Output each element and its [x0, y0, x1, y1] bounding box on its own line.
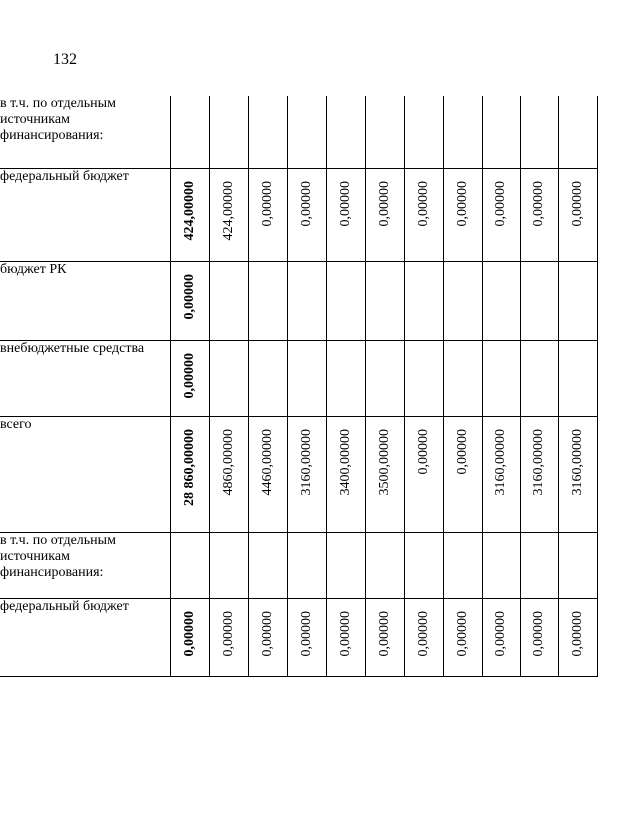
table-body: [0, 96, 597, 676]
year-value-cell: [482, 532, 520, 598]
year-value-cell: [558, 168, 597, 261]
year-value-cell: [482, 96, 520, 168]
year-value-cell: [558, 532, 597, 598]
year-value-cell: [209, 96, 248, 168]
cell-value: 4860,00000: [220, 428, 236, 495]
cell-value: 0,00000: [337, 610, 353, 656]
cell-value: 424,00000: [220, 180, 236, 240]
year-value-cell: [209, 340, 248, 416]
cell-value: 0,00000: [298, 610, 314, 656]
page-number: 132: [53, 51, 77, 68]
year-value-cell: [482, 261, 520, 340]
cell-value: 4460,00000: [259, 428, 275, 495]
year-value-cell: [558, 340, 597, 416]
year-value-cell: [482, 168, 520, 261]
cell-value: 0,00000: [493, 180, 508, 226]
year-value-cell: [248, 96, 287, 168]
cell-value: 3160,00000: [531, 428, 546, 495]
year-value-cell: [287, 261, 326, 340]
year-value-cell: [287, 532, 326, 598]
table-row: [0, 261, 597, 340]
cell-value: 0,00000: [181, 273, 197, 319]
total-value-cell: [170, 532, 209, 598]
year-value-cell: [248, 168, 287, 261]
cell-value: 0,00000: [569, 180, 585, 226]
year-value-cell: [365, 168, 404, 261]
year-value-cell: [209, 532, 248, 598]
year-value-cell: [248, 416, 287, 532]
cell-value: 0,00000: [493, 610, 508, 656]
year-value-cell: [443, 261, 482, 340]
row-label: в т.ч. по отдельным источникам финансирования:: [0, 532, 170, 598]
year-value-cell: [326, 261, 365, 340]
table-row: [0, 416, 597, 532]
year-value-cell: [482, 416, 520, 532]
year-value-cell: [326, 532, 365, 598]
year-value-cell: [287, 416, 326, 532]
year-value-cell: [365, 96, 404, 168]
year-value-cell: [326, 340, 365, 416]
cell-value: 0,00000: [415, 610, 431, 656]
year-value-cell: [520, 532, 558, 598]
year-value-cell: [326, 598, 365, 676]
cell-value: 0,00000: [569, 610, 585, 656]
financing-table: [0, 96, 598, 677]
cell-value: 0,00000: [531, 610, 546, 656]
row-label: в т.ч. по отдельным источникам финансирования:: [0, 96, 170, 168]
row-label: всего: [0, 416, 170, 532]
year-value-cell: [443, 340, 482, 416]
table-row: [0, 96, 597, 168]
year-value-cell: [558, 598, 597, 676]
year-value-cell: [365, 340, 404, 416]
year-value-cell: [520, 598, 558, 676]
total-value-cell: [170, 168, 209, 261]
cell-value: 0,00000: [259, 180, 275, 226]
year-value-cell: [209, 598, 248, 676]
cell-value: 0,00000: [454, 610, 470, 656]
year-value-cell: [443, 168, 482, 261]
cell-value: 3160,00000: [569, 428, 585, 495]
year-value-cell: [404, 261, 443, 340]
year-value-cell: [404, 532, 443, 598]
cell-value: 28 860,00000: [181, 428, 197, 506]
table-row: [0, 340, 597, 416]
year-value-cell: [248, 340, 287, 416]
cell-value: 3500,00000: [376, 428, 392, 495]
year-value-cell: [287, 340, 326, 416]
row-label: бюджет РК: [0, 261, 170, 340]
year-value-cell: [404, 416, 443, 532]
year-value-cell: [326, 168, 365, 261]
year-value-cell: [443, 598, 482, 676]
cell-value: 0,00000: [259, 610, 275, 656]
total-value-cell: [170, 261, 209, 340]
year-value-cell: [520, 416, 558, 532]
year-value-cell: [365, 598, 404, 676]
total-value-cell: [170, 598, 209, 676]
cell-value: 0,00000: [220, 610, 236, 656]
cell-value: 3160,00000: [493, 428, 508, 495]
row-label: федеральный бюджет: [0, 598, 170, 676]
year-value-cell: [482, 340, 520, 416]
year-value-cell: [404, 96, 443, 168]
cell-value: 0,00000: [298, 180, 314, 226]
cell-value: 0,00000: [415, 428, 431, 474]
table-row: [0, 598, 597, 676]
year-value-cell: [209, 168, 248, 261]
year-value-cell: [404, 340, 443, 416]
year-value-cell: [558, 416, 597, 532]
year-value-cell: [443, 416, 482, 532]
year-value-cell: [287, 168, 326, 261]
year-value-cell: [365, 416, 404, 532]
total-value-cell: [170, 96, 209, 168]
year-value-cell: [209, 416, 248, 532]
year-value-cell: [558, 96, 597, 168]
year-value-cell: [482, 598, 520, 676]
year-value-cell: [520, 168, 558, 261]
cell-value: 3400,00000: [337, 428, 353, 495]
year-value-cell: [443, 532, 482, 598]
total-value-cell: [170, 416, 209, 532]
year-value-cell: [326, 96, 365, 168]
cell-value: 0,00000: [181, 610, 197, 656]
cell-value: 0,00000: [376, 180, 392, 226]
year-value-cell: [209, 261, 248, 340]
cell-value: 0,00000: [531, 180, 546, 226]
year-value-cell: [520, 96, 558, 168]
cell-value: 424,00000: [181, 180, 197, 240]
cell-value: 0,00000: [415, 180, 431, 226]
year-value-cell: [248, 532, 287, 598]
table-row: [0, 168, 597, 261]
year-value-cell: [404, 598, 443, 676]
year-value-cell: [443, 96, 482, 168]
total-value-cell: [170, 340, 209, 416]
year-value-cell: [558, 261, 597, 340]
year-value-cell: [287, 598, 326, 676]
cell-value: 0,00000: [181, 352, 197, 398]
cell-value: 0,00000: [337, 180, 353, 226]
year-value-cell: [326, 416, 365, 532]
year-value-cell: [365, 261, 404, 340]
year-value-cell: [520, 340, 558, 416]
year-value-cell: [248, 261, 287, 340]
year-value-cell: [287, 96, 326, 168]
cell-value: 3160,00000: [298, 428, 314, 495]
cell-value: 0,00000: [376, 610, 392, 656]
year-value-cell: [404, 168, 443, 261]
year-value-cell: [248, 598, 287, 676]
row-label: внебюджетные средства: [0, 340, 170, 416]
cell-value: 0,00000: [454, 428, 470, 474]
row-label: федеральный бюджет: [0, 168, 170, 261]
year-value-cell: [520, 261, 558, 340]
table-row: [0, 532, 597, 598]
year-value-cell: [365, 532, 404, 598]
cell-value: 0,00000: [454, 180, 470, 226]
